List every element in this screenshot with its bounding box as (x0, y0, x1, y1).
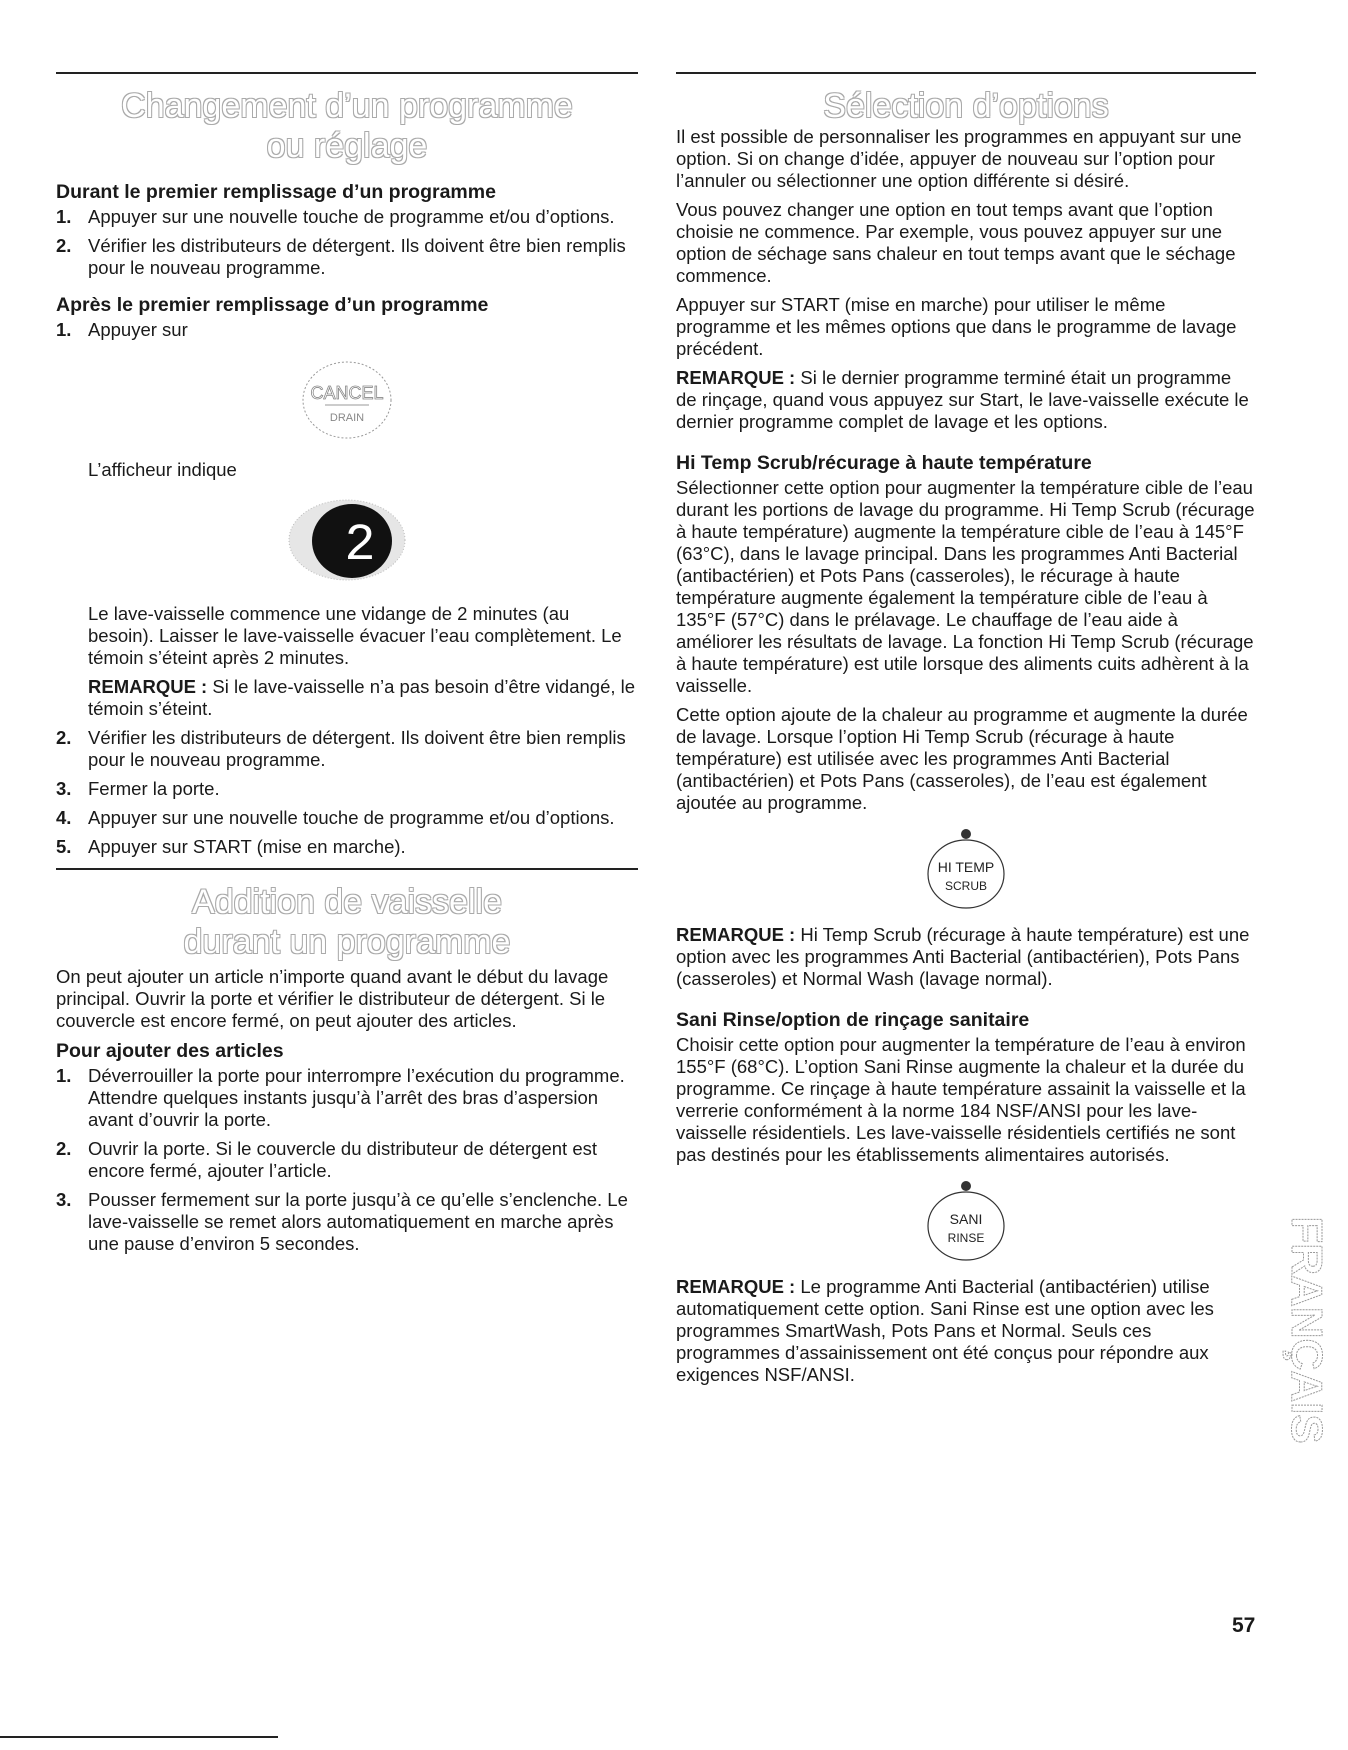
note-drain (56, 676, 638, 720)
sani-rinse-icon (916, 1176, 1016, 1266)
hi-temp-scrub-icon (916, 824, 1016, 914)
hi-temp-label: HI TEMP (937, 859, 995, 875)
section-title-options: Sélection d’options (823, 87, 1109, 125)
item-text: Pousser fermement sur la porte jusqu’à ce qu’elle s’enclenche. Le lave-vaisselle se remet alors automatiquement en marche après une pause d’environ 5 secondes. (88, 1189, 628, 1254)
list-item (56, 778, 638, 800)
display-indicates-text: L’afficheur indique (88, 459, 237, 480)
addition-intro: On peut ajouter un article n’importe quand avant le début du lavage principal. Ouvrir la porte et vérifier le distributeur de détergent. Si le couvercle est encore fermé, on peut ajouter des articles. (56, 966, 609, 1031)
hi-temp-paragraph-1: Sélectionner cette option pour augmenter la température cible de l’eau durant les portions de lavage du programme. Hi Temp Scrub (récurage à haute température) augmente la température cible de l’eau à 145°F (63°C), dans le lavage principal. Dans les programmes Anti Bacterial (antibactérien) et Pots Pans (casseroles), le récurage à haute température augmente également la température cible de l’eau à 135°F (57°C) dans le prélavage. Le chauffage de l’eau aide à améliorer les résultats de lavage. La fonction Hi Temp Scrub (récurage à haute température) est utile lorsque des aliments cuits adhèrent à la vaisselle. (676, 477, 1255, 696)
note-sani-rinse (676, 1276, 1256, 1386)
subhead-hi-temp-scrub: Hi Temp Scrub/récurage à haute température (676, 452, 1092, 474)
list-item (56, 836, 638, 858)
item-number: 2. (56, 235, 72, 256)
sani-label: SANI (949, 1211, 983, 1227)
item-text: Vérifier les distributeurs de détergent. Ils doivent être bien remplis pour le nouveau programme. (88, 235, 626, 278)
note-rinse-start (676, 367, 1256, 433)
list-after-first-fill (56, 319, 638, 341)
list-steps-continued (56, 727, 638, 858)
item-text: Déverrouiller la porte pour interrompre l’exécution du programme. Attendre quelques instants jusqu’à l’arrêt des bras d’aspersion avant d’ouvrir la porte. (88, 1065, 625, 1130)
note-text: Hi Temp Scrub (récurage à haute température) est une option avec les programmes Anti Bacterial (antibactérien), Pots Pans (casseroles) et Normal Wash (lavage normal). (676, 924, 1250, 989)
item-text: Appuyer sur une nouvelle touche de programme et/ou d’options. (88, 807, 615, 828)
item-number: 5. (56, 836, 72, 857)
scrub-label: SCRUB (944, 879, 988, 893)
cancel-drain-button-illustration (56, 355, 638, 445)
section-title-line2: durant un programme (183, 923, 511, 961)
display-illustration (56, 495, 638, 585)
list-item (56, 235, 638, 279)
top-rule-right (676, 72, 1256, 74)
hi-temp-scrub-button-illustration (676, 824, 1256, 914)
drain-description: Le lave-vaisselle commence une vidange de 2 minutes (au besoin). Laisser le lave-vaisselle évacuer l’eau complètement. Le témoin s’éteint après 2 minutes. (88, 603, 622, 668)
rinse-label: RINSE (947, 1231, 985, 1245)
list-item (56, 319, 638, 341)
options-paragraph-2: Vous pouvez changer une option en tout temps avant que l’option choisie ne commence. Par exemple, vous pouvez appuyer sur une option de séchage sans chaleur en tout temps avant que le séchage commence. (676, 199, 1236, 286)
item-text: Appuyer sur une nouvelle touche de programme et/ou d’options. (88, 206, 615, 227)
subhead-first-fill: Durant le premier remplissage d’un programme (56, 181, 496, 203)
section-title-changement (56, 86, 638, 166)
list-item (56, 1065, 638, 1131)
list-item (56, 1189, 638, 1255)
list-add-items (56, 1065, 638, 1255)
list-during-first-fill (56, 206, 638, 279)
list-item (56, 1138, 638, 1182)
note-text: Si le lave-vaisselle n’a pas besoin d’être vidangé, le témoin s’éteint. (88, 676, 636, 719)
item-text: Fermer la porte. (88, 778, 220, 799)
item-number: 3. (56, 1189, 72, 1210)
top-rule-left (56, 72, 638, 74)
sani-rinse-button-illustration (676, 1176, 1256, 1266)
right-column (676, 72, 1256, 1393)
note-hi-temp (676, 924, 1256, 990)
note-label: REMARQUE : (676, 1276, 796, 1297)
note-text: Le programme Anti Bacterial (antibactérien) utilise automatiquement cette option. Sani Rinse est une option avec les programmes SmartWash, Pots Pans et Normal. Seuls ces programmes d’assainissement ont été conçus pour répondre aux exigences NSF/ANSI. (676, 1276, 1214, 1385)
list-item (56, 727, 638, 771)
section-title-addition (56, 882, 638, 962)
item-text: Ouvrir la porte. Si le couvercle du distributeur de détergent est encore fermé, ajouter l’article. (88, 1138, 598, 1181)
list-item (56, 206, 638, 228)
left-column (56, 72, 638, 1262)
subhead-add-items: Pour ajouter des articles (56, 1040, 284, 1062)
item-number: 1. (56, 1065, 72, 1086)
drain-label: DRAIN (329, 412, 365, 424)
drain-display-icon (282, 495, 412, 585)
note-label: REMARQUE : (676, 367, 796, 388)
item-number: 1. (56, 206, 72, 227)
item-text: Vérifier les distributeurs de détergent. Ils doivent être bien remplis pour le nouveau programme. (88, 727, 626, 770)
section-title-line1: Addition de vaisselle (192, 883, 502, 921)
subhead-sani-rinse: Sani Rinse/option de rinçage sanitaire (676, 1009, 1030, 1031)
item-number: 1. (56, 319, 72, 340)
language-tab-label: FRANÇAIS (1282, 1216, 1331, 1444)
item-number: 3. (56, 778, 72, 799)
options-paragraph-3: Appuyer sur START (mise en marche) pour utiliser le même programme et les mêmes options que dans le programme de lavage précédent. (676, 294, 1237, 359)
section-rule-addition (56, 868, 638, 870)
bottom-rule (0, 1736, 278, 1738)
note-text: Si le dernier programme terminé était un programme de rinçage, quand vous appuyez sur Start, le lave-vaisselle exécute le dernier programme complet de lavage et les options. (676, 367, 1249, 432)
item-number: 2. (56, 727, 72, 748)
options-paragraph-1: Il est possible de personnaliser les programmes en appuyant sur une option. Si on change d’idée, appuyer de nouveau sur l’option pour l’annuler ou sélectionner une option différente si désiré. (676, 126, 1242, 191)
item-number: 2. (56, 1138, 72, 1159)
section-title-line1: Changement d’un programme (121, 87, 573, 125)
list-item (56, 807, 638, 829)
item-text: Appuyer sur START (mise en marche). (88, 836, 406, 857)
note-label: REMARQUE : (88, 676, 208, 697)
display-digit: 2 (344, 516, 376, 575)
cancel-label: CANCEL (310, 383, 384, 403)
cancel-drain-icon (292, 355, 402, 445)
page-number: 57 (1232, 1614, 1256, 1637)
item-text: Appuyer sur (88, 319, 188, 340)
language-side-tab (1262, 1185, 1331, 1475)
hi-temp-paragraph-2: Cette option ajoute de la chaleur au programme et augmente la durée de lavage. Lorsque l’option Hi Temp Scrub (récurage à haute température) est utilisée avec les programmes Anti Bacterial (antibactérien) et Pots Pans (casseroles), de l’eau est également ajoutée au programme. (676, 704, 1248, 813)
note-label: REMARQUE : (676, 924, 796, 945)
section-title-line2: ou réglage (266, 127, 428, 165)
subhead-after-first-fill: Après le premier remplissage d’un programme (56, 294, 489, 316)
item-number: 4. (56, 807, 72, 828)
sani-rinse-paragraph: Choisir cette option pour augmenter la température de l’eau à environ 155°F (68°C). L’option Sani Rinse augmente la chaleur et la durée du programme. Ce rinçage à haute température assainit la vaisselle et la verrerie conformément à la norme 184 NSF/ANSI pour les lave-vaisselle résidentiels. Les lave-vaisselle résidentiels certifiés ne sont pas destinés pour les établissements alimentaires autorisés. (676, 1034, 1246, 1165)
